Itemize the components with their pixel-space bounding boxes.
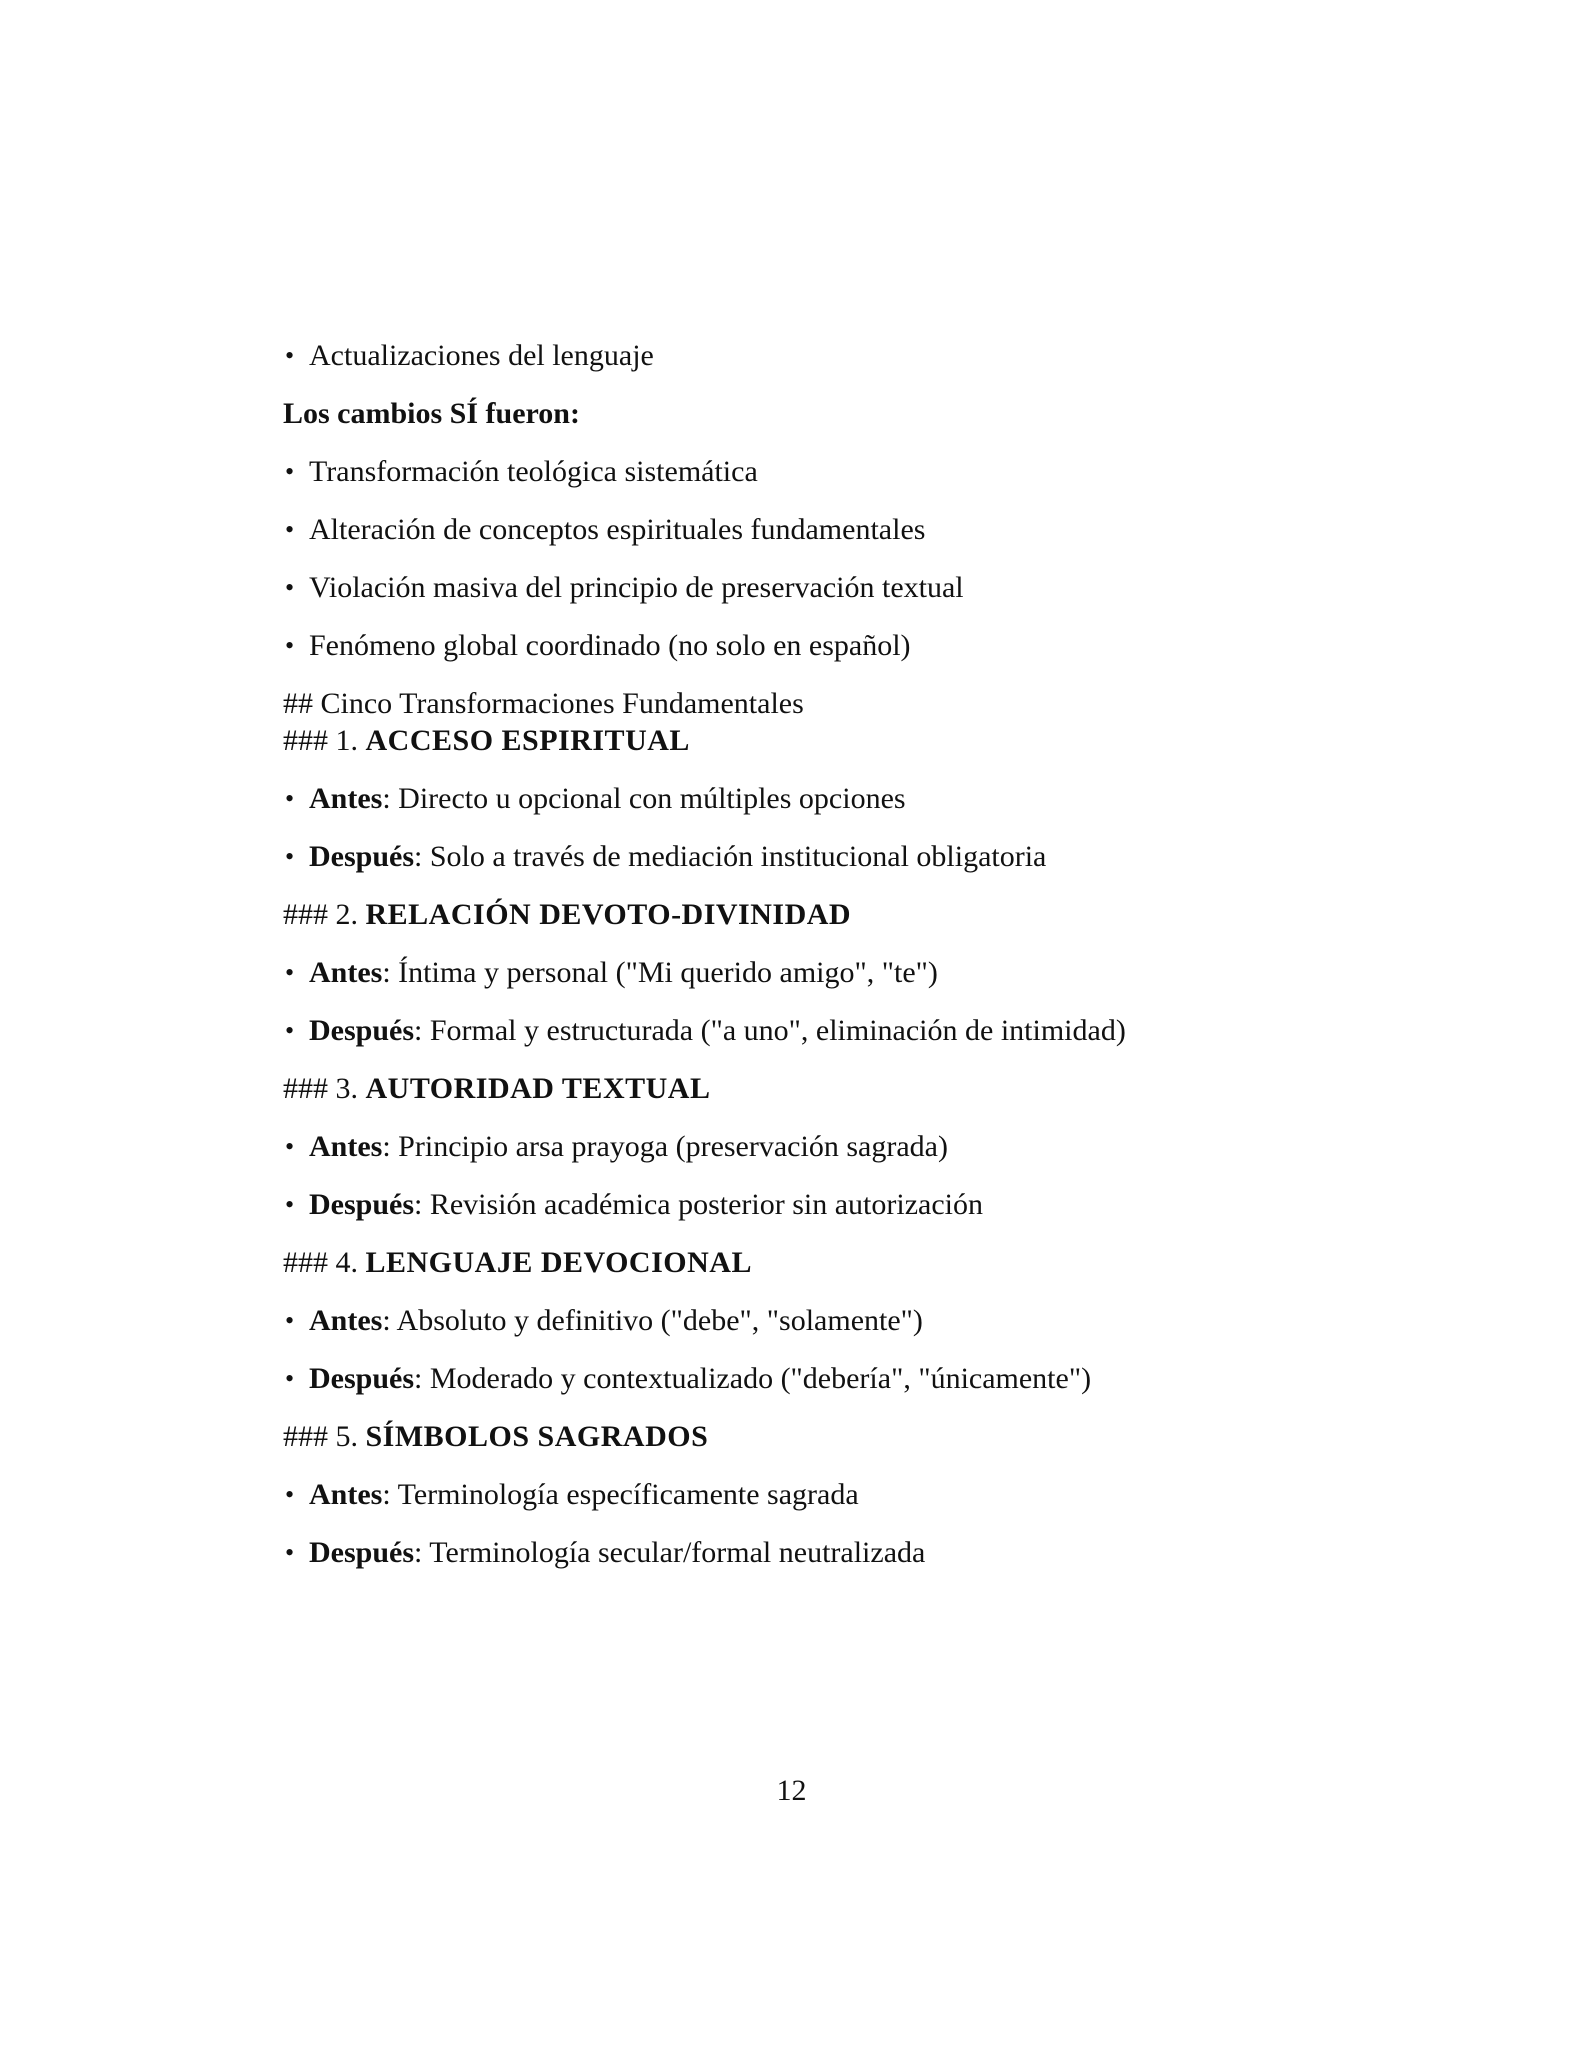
text-block: [283, 337, 1343, 1592]
list-item: [283, 838, 1343, 875]
list-item-text: Transformación teológica sistemática: [309, 455, 758, 488]
item-label: Antes: [309, 782, 383, 815]
item-label: Antes: [309, 1304, 383, 1337]
list-item: [283, 453, 1343, 490]
list-item: [283, 569, 1343, 606]
list-item: [283, 337, 1343, 374]
bullet-marker-icon: •: [285, 1538, 295, 1567]
bullet-marker-icon: •: [285, 784, 295, 813]
bullet-marker-icon: •: [285, 515, 295, 544]
item-label: Después: [309, 1014, 415, 1047]
bullet-marker-icon: •: [285, 1016, 295, 1045]
bullet-marker-icon: •: [285, 1480, 295, 1509]
list-item: [283, 954, 1343, 991]
section-heading-prefix: ### 4.: [283, 1246, 366, 1279]
list-item: [283, 627, 1343, 664]
section-heading-title: ACCESO ESPIRITUAL: [365, 724, 690, 757]
list-item: [283, 1128, 1343, 1165]
bullet-marker-icon: •: [285, 1364, 295, 1393]
list-item-text: Actualizaciones del lenguaje: [309, 339, 654, 372]
bullet-marker-icon: •: [285, 842, 295, 871]
item-text: : Principio arsa prayoga (preservación sagrada): [382, 1130, 948, 1163]
item-label: Antes: [309, 1130, 383, 1163]
item-text: : Terminología secular/formal neutralizada: [414, 1536, 926, 1569]
section-heading: [283, 722, 1343, 759]
section-heading-prefix: ### 1.: [283, 724, 366, 757]
bullet-marker-icon: •: [285, 573, 295, 602]
list-item-text: Violación masiva del principio de preservación textual: [309, 571, 964, 604]
list-item: [283, 1360, 1343, 1397]
list-item: [283, 1476, 1343, 1513]
emphasis-heading: Los cambios SÍ fueron:: [283, 397, 580, 430]
item-label: Después: [309, 1188, 415, 1221]
bullet-marker-icon: •: [285, 1132, 295, 1161]
section-heading: [283, 896, 1343, 933]
section-heading-prefix: ### 5.: [283, 1420, 366, 1453]
item-label: Después: [309, 1536, 415, 1569]
item-text: : Absoluto y definitivo ("debe", "solamente"): [382, 1304, 923, 1337]
list-item-text: Alteración de conceptos espirituales fundamentales: [309, 513, 926, 546]
section-heading-prefix: ### 2.: [283, 898, 366, 931]
bullet-marker-icon: •: [285, 341, 295, 370]
item-text: : Formal y estructurada ("a uno", eliminación de intimidad): [414, 1014, 1126, 1047]
section-heading: [283, 1244, 1343, 1281]
item-text: : Moderado y contextualizado ("debería", "únicamente"): [414, 1362, 1092, 1395]
item-label: Después: [309, 840, 415, 873]
list-item: [283, 1534, 1343, 1571]
item-label: Antes: [309, 956, 383, 989]
list-item: [283, 1012, 1343, 1049]
list-item: [283, 780, 1343, 817]
section-heading-title: SÍMBOLOS SAGRADOS: [365, 1420, 709, 1453]
markdown-h2-heading: ## Cinco Transformaciones Fundamentales: [283, 687, 804, 720]
bullet-marker-icon: •: [285, 958, 295, 987]
section-heading-title: LENGUAJE DEVOCIONAL: [365, 1246, 752, 1279]
bullet-marker-icon: •: [285, 457, 295, 486]
list-item-text: Fenómeno global coordinado (no solo en español): [309, 629, 911, 662]
section-heading-prefix: ### 3.: [283, 1072, 366, 1105]
section-heading-title: AUTORIDAD TEXTUAL: [365, 1072, 711, 1105]
bullet-marker-icon: •: [285, 1190, 295, 1219]
item-text: : Solo a través de mediación institucional obligatoria: [414, 840, 1047, 873]
item-text: : Directo u opcional con múltiples opciones: [382, 782, 906, 815]
list-item: [283, 1302, 1343, 1339]
bullet-marker-icon: •: [285, 1306, 295, 1335]
section-heading-title: RELACIÓN DEVOTO-DIVINIDAD: [365, 898, 852, 931]
item-text: : Íntima y personal ("Mi querido amigo", "te"): [382, 956, 938, 989]
item-text: : Terminología específicamente sagrada: [382, 1478, 859, 1511]
item-text: : Revisión académica posterior sin autorización: [414, 1188, 983, 1221]
list-item: [283, 511, 1343, 548]
item-label: Después: [309, 1362, 415, 1395]
page-number: 12: [776, 1774, 807, 1807]
section-heading: [283, 1418, 1343, 1455]
item-label: Antes: [309, 1478, 383, 1511]
list-item: [283, 1186, 1343, 1223]
section-heading: [283, 1070, 1343, 1107]
markdown-heading-block: [283, 685, 1343, 759]
bullet-marker-icon: •: [285, 631, 295, 660]
